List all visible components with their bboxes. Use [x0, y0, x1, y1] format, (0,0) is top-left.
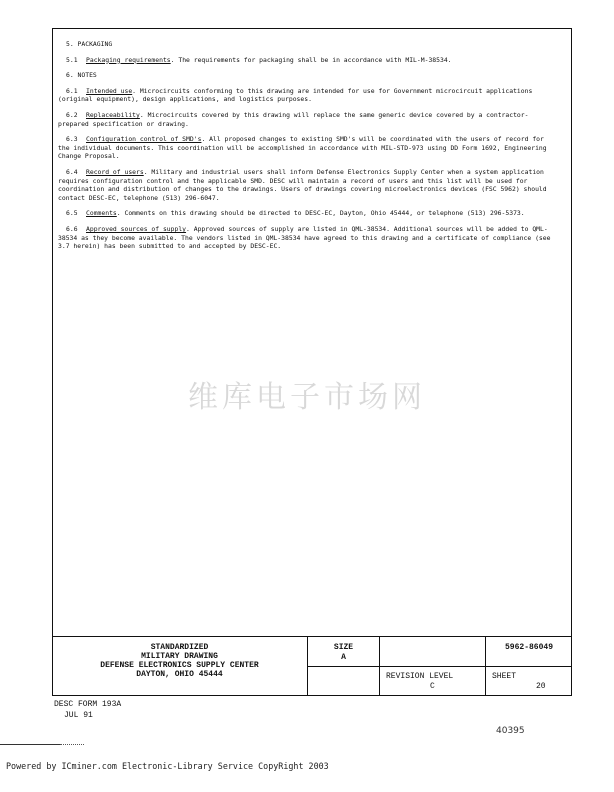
- section-6-heading: 6. NOTES: [66, 71, 97, 80]
- section-number: 6.5: [66, 209, 78, 218]
- section-text: . Microcircuits covered by this drawing will replace the same generic device covered by a contractor-prepared specification or drawing.: [58, 110, 529, 128]
- divider: [0, 744, 60, 745]
- section-title: Intended use: [86, 86, 133, 95]
- section-title: Comments: [86, 209, 117, 218]
- section-title: Record of users: [86, 167, 144, 176]
- section-text: . Comments on this drawing should be directed to DESC-EC, Dayton, Ohio 45444, or telephone (513) 296-5373.: [116, 209, 525, 218]
- section-6-5: [58, 209, 558, 218]
- title-line: STANDARDIZED: [150, 643, 209, 652]
- title-line: MILITARY DRAWING: [141, 652, 218, 661]
- section-title: Replaceability: [86, 110, 140, 119]
- title-block: [52, 636, 572, 696]
- empty-cell: [308, 667, 380, 695]
- section-6-6: [58, 225, 558, 251]
- drawing-number: 5962-86049: [486, 637, 572, 667]
- section-text: . Military and industrial users shall inform Defense Electronics Supply Center when a system application requires configuration control and the applicable SMD. DESC will maintain a record of users and this list will be used for coordination and distribution of changes to the drawings. Users of drawings covering microelectronics devices (FSC 5962) should contact DESC-EC, telephone (513) 296-6047.: [58, 167, 547, 202]
- section-title: Approved sources of supply: [86, 224, 187, 233]
- drawing-title: [52, 637, 308, 695]
- form-id: [54, 699, 121, 721]
- section-6-3: [58, 135, 558, 161]
- watermark: 维库电子市场网: [188, 380, 426, 415]
- blank-cell: [380, 637, 486, 667]
- sheet-label: SHEET: [492, 672, 517, 681]
- divider-dotted: [60, 744, 84, 745]
- document-body: [58, 40, 558, 258]
- section-text: . The requirements for packaging shall be in accordance with MIL-M-38534.: [170, 55, 452, 64]
- revision-cell: [380, 667, 486, 695]
- form-date: JUL 91: [64, 711, 93, 720]
- section-text: . All proposed changes to existing SMD's will be coordinated with the users of record for the individual documents. This coordination will be accomplished in accordance with MIL-STD-973 using DD Form 1692, Engineering Change Proposal.: [58, 135, 547, 161]
- sheet-value: 20: [536, 682, 546, 691]
- size-value: A: [341, 653, 346, 662]
- section-title: Configuration control of SMD's: [86, 135, 202, 144]
- section-6-2: [58, 111, 558, 128]
- size-label: SIZE: [333, 643, 354, 652]
- section-title: Packaging requirements: [86, 55, 171, 64]
- handwritten-number: 40395: [496, 726, 525, 736]
- section-6-1: [58, 87, 558, 104]
- section-number: 6.2: [66, 110, 78, 119]
- revision-label: REVISION LEVEL: [386, 672, 454, 681]
- footer-copyright: Powered by ICminer.com Electronic-Library Service CopyRight 2003: [6, 761, 329, 771]
- section-number: 6.3: [66, 135, 78, 144]
- section-number: 6.4: [66, 167, 78, 176]
- section-5-1: [58, 56, 558, 65]
- section-5-heading: 5. PACKAGING: [66, 40, 113, 48]
- section-number: 6.1: [66, 86, 78, 95]
- section-number: 6.6: [66, 224, 78, 233]
- section-text: . Approved sources of supply are listed in QML-38534. Additional sources will be added to QML-38534 as they become available. The vendors listed in QML-38534 have agreed to this drawing and a certificate of compliance (see 3.7 herein) has been submitted to and accepted by DESC-EC.: [58, 224, 551, 251]
- section-text: . Microcircuits conforming to this drawing are intended for use for Government microcircuit applications (original equipment), design applications, and logistics purposes.: [58, 86, 533, 104]
- form-number: DESC FORM 193A: [54, 700, 122, 709]
- title-line: DAYTON, OHIO 45444: [136, 670, 223, 679]
- section-6-4: [58, 168, 558, 202]
- section-number: 5.1: [66, 55, 78, 64]
- title-line: DEFENSE ELECTRONICS SUPPLY CENTER: [100, 661, 259, 670]
- revision-value: C: [430, 682, 435, 691]
- size-cell: [308, 637, 380, 667]
- sheet-cell: [486, 667, 572, 695]
